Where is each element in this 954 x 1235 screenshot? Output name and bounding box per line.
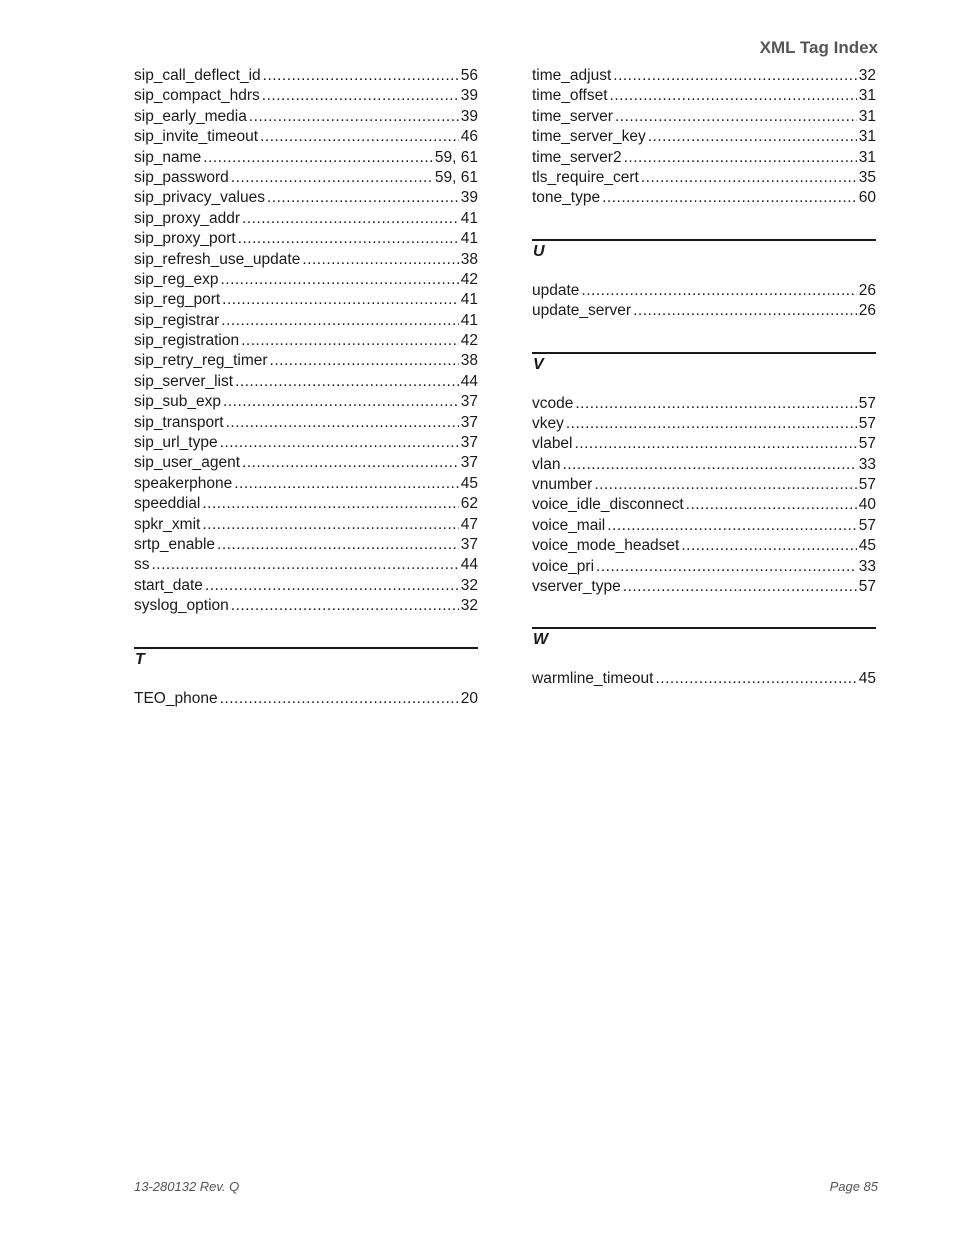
- index-column-right: [532, 66, 876, 690]
- index-entry: [532, 107, 876, 127]
- index-page-ref: 35: [858, 168, 876, 186]
- index-page-ref: 39: [460, 87, 478, 105]
- index-term: sip_password: [134, 168, 229, 186]
- index-entry: [134, 66, 478, 86]
- index-entry: [134, 515, 478, 535]
- index-term: vnumber: [532, 476, 593, 494]
- index-term: warmline_timeout: [532, 670, 654, 688]
- dot-leader: [575, 434, 857, 454]
- index-term: sip_reg_exp: [134, 270, 219, 288]
- dot-leader: [623, 577, 857, 597]
- index-section: [532, 352, 876, 598]
- index-page-ref: 41: [460, 230, 478, 248]
- index-entry: [532, 536, 876, 556]
- dot-leader: [234, 474, 459, 494]
- index-page-ref: 45: [858, 537, 876, 555]
- index-term: start_date: [134, 576, 203, 594]
- index-term: sip_server_list: [134, 372, 234, 390]
- dot-leader: [566, 414, 857, 434]
- index-term: vlan: [532, 455, 561, 473]
- index-page-ref: 57: [858, 516, 876, 534]
- index-page-ref: 39: [460, 189, 478, 207]
- index-entry: [134, 535, 478, 555]
- index-entry: [134, 413, 478, 433]
- index-entry-list: [532, 376, 876, 598]
- dot-leader: [242, 453, 459, 473]
- index-entry: [532, 168, 876, 188]
- section-letter-heading: W: [533, 631, 549, 649]
- dot-leader: [594, 475, 856, 495]
- index-section: [532, 239, 876, 322]
- index-page-ref: 37: [460, 413, 478, 431]
- footer-doc-number: 13-280132 Rev. Q: [134, 1179, 240, 1194]
- index-page-ref: 38: [460, 250, 478, 268]
- dot-leader: [220, 270, 458, 290]
- dot-leader: [610, 86, 857, 106]
- index-term: sip_privacy_values: [134, 189, 265, 207]
- index-entry: [532, 127, 876, 147]
- dot-leader: [641, 168, 857, 188]
- index-page-ref: 47: [460, 515, 478, 533]
- index-entry: [532, 188, 876, 208]
- index-term: sip_call_deflect_id: [134, 67, 261, 84]
- index-section: [134, 647, 478, 709]
- index-entry: [134, 209, 478, 229]
- index-page-ref: 57: [858, 394, 876, 412]
- index-entry: [134, 250, 478, 270]
- index-column-left: [134, 66, 478, 709]
- index-term: sip_early_media: [134, 107, 247, 125]
- dot-leader: [220, 433, 459, 453]
- dot-leader: [205, 576, 459, 596]
- dot-leader: [575, 394, 856, 414]
- dot-leader: [202, 494, 458, 514]
- index-page-ref: 44: [460, 372, 478, 390]
- index-page-ref: 31: [858, 87, 876, 105]
- dot-leader: [302, 250, 458, 270]
- index-entry: [134, 576, 478, 596]
- index-entry: [134, 86, 478, 106]
- index-term: update_server: [532, 302, 632, 320]
- index-term: sip_registrar: [134, 311, 220, 329]
- index-entry: [134, 555, 478, 575]
- index-term: syslog_option: [134, 597, 229, 615]
- index-entry: [532, 455, 876, 475]
- index-entry: [134, 689, 478, 709]
- section-letter-heading: V: [533, 355, 544, 373]
- dot-leader: [221, 311, 458, 331]
- dot-leader: [686, 495, 857, 515]
- index-page-ref: 42: [460, 332, 478, 350]
- dot-leader: [260, 127, 459, 147]
- index-page-ref: 37: [460, 434, 478, 452]
- index-term: voice_pri: [532, 557, 595, 575]
- index-entry-list: [532, 651, 876, 689]
- index-page-ref: 31: [858, 107, 876, 125]
- index-term: TEO_phone: [134, 689, 218, 707]
- index-entry-list: [134, 671, 478, 709]
- page-header-title: XML Tag Index: [759, 38, 878, 57]
- dot-leader: [235, 372, 459, 392]
- index-page-ref: 37: [460, 535, 478, 553]
- dot-leader: [231, 596, 459, 616]
- index-entry: [532, 281, 876, 301]
- dot-leader: [581, 281, 856, 301]
- index-section: [532, 627, 876, 689]
- index-page-ref: 37: [460, 393, 478, 411]
- dot-leader: [596, 557, 857, 577]
- index-page-ref: 32: [460, 576, 478, 594]
- index-entry-list: [532, 66, 876, 209]
- dot-leader: [267, 188, 459, 208]
- index-page-ref: 59, 61: [434, 148, 478, 166]
- footer-page-number: Page 85: [829, 1179, 878, 1194]
- dot-leader: [648, 127, 857, 147]
- dot-leader: [202, 515, 458, 535]
- index-term: sip_invite_timeout: [134, 128, 259, 146]
- index-term: voice_mail: [532, 516, 606, 534]
- index-term: sip_transport: [134, 413, 224, 431]
- index-page-ref: 57: [858, 435, 876, 453]
- index-entry: [532, 669, 876, 689]
- index-term: time_server: [532, 107, 613, 125]
- index-page-ref: 62: [460, 495, 478, 513]
- index-term: time_server2: [532, 148, 622, 166]
- index-entry: [532, 86, 876, 106]
- index-entry: [532, 414, 876, 434]
- dot-leader: [633, 301, 857, 321]
- index-term: tone_type: [532, 189, 601, 207]
- section-letter-heading: T: [135, 650, 145, 668]
- dot-leader: [607, 516, 857, 536]
- dot-leader: [615, 107, 857, 127]
- index-entry: [134, 453, 478, 473]
- index-section-list: [134, 647, 478, 709]
- index-term: time_server_key: [532, 128, 646, 146]
- index-entry: [134, 270, 478, 290]
- index-term: sip_reg_port: [134, 291, 221, 309]
- index-page-ref: 44: [460, 556, 478, 574]
- index-entry: [532, 148, 876, 168]
- index-entry: [134, 351, 478, 371]
- index-page-ref: 57: [858, 578, 876, 596]
- dot-leader: [263, 66, 459, 86]
- index-page-ref: 31: [858, 128, 876, 146]
- dot-leader: [226, 413, 459, 433]
- index-entry-list: [134, 66, 478, 617]
- index-entry: [134, 107, 478, 127]
- index-entry: [134, 331, 478, 351]
- index-entry: [532, 495, 876, 515]
- index-page-ref: 45: [858, 670, 876, 688]
- index-entry: [134, 433, 478, 453]
- index-term: voice_idle_disconnect: [532, 496, 684, 514]
- index-page-ref: 41: [460, 291, 478, 309]
- index-page-ref: 41: [460, 311, 478, 329]
- index-page-ref: 26: [858, 281, 876, 299]
- index-entry: [532, 475, 876, 495]
- index-page-ref: 59, 61: [434, 168, 478, 186]
- index-page-ref: 20: [460, 689, 478, 707]
- index-term: sip_registration: [134, 332, 240, 350]
- dot-leader: [242, 209, 459, 229]
- index-entry: [532, 434, 876, 454]
- index-term: sip_proxy_addr: [134, 209, 240, 227]
- index-page-ref: 39: [460, 107, 478, 125]
- index-term: sip_proxy_port: [134, 230, 236, 248]
- index-term: sip_retry_reg_timer: [134, 352, 268, 370]
- dot-leader: [562, 455, 856, 475]
- index-term: update: [532, 281, 580, 299]
- index-page-ref: 33: [858, 557, 876, 575]
- index-page-ref: 32: [858, 67, 876, 84]
- index-page-ref: 40: [858, 496, 876, 514]
- index-page-ref: 42: [460, 270, 478, 288]
- index-entry: [134, 127, 478, 147]
- index-entry: [134, 229, 478, 249]
- index-entry: [134, 290, 478, 310]
- dot-leader: [241, 331, 459, 351]
- index-entry: [532, 577, 876, 597]
- dot-leader: [613, 66, 856, 86]
- index-term: time_adjust: [532, 67, 612, 84]
- index-page-ref: 41: [460, 209, 478, 227]
- index-page-ref: 33: [858, 455, 876, 473]
- section-letter-heading: U: [533, 242, 545, 260]
- index-term: speeddial: [134, 495, 201, 513]
- index-page-ref: 31: [858, 148, 876, 166]
- dot-leader: [238, 229, 459, 249]
- index-entry: [134, 392, 478, 412]
- index-term: vcode: [532, 394, 574, 412]
- index-term: tls_require_cert: [532, 168, 639, 186]
- dot-leader: [624, 148, 857, 168]
- dot-leader: [270, 351, 459, 371]
- index-entry: [134, 474, 478, 494]
- index-entry: [532, 394, 876, 414]
- index-term: sip_name: [134, 148, 202, 166]
- index-page-ref: 60: [858, 189, 876, 207]
- index-section-list: [532, 239, 876, 690]
- dot-leader: [217, 535, 459, 555]
- index-page-ref: 38: [460, 352, 478, 370]
- index-term: ss: [134, 556, 150, 574]
- index-term: vserver_type: [532, 578, 621, 596]
- index-page-ref: 32: [460, 597, 478, 615]
- index-term: spkr_xmit: [134, 515, 201, 533]
- index-entry-list: [532, 263, 876, 322]
- index-term: time_offset: [532, 87, 608, 105]
- index-entry: [532, 66, 876, 86]
- dot-leader: [223, 392, 459, 412]
- index-term: speakerphone: [134, 474, 233, 492]
- index-page-ref: 57: [858, 476, 876, 494]
- index-entry: [134, 311, 478, 331]
- index-term: voice_mode_headset: [532, 537, 680, 555]
- index-page-ref: 26: [858, 302, 876, 320]
- dot-leader: [262, 86, 459, 106]
- dot-leader: [602, 188, 857, 208]
- index-term: sip_sub_exp: [134, 393, 222, 411]
- dot-leader: [655, 669, 856, 689]
- index-term: sip_url_type: [134, 434, 218, 452]
- index-term: vkey: [532, 414, 564, 432]
- dot-leader: [231, 168, 433, 188]
- dot-leader: [152, 555, 459, 575]
- dot-leader: [220, 689, 459, 709]
- index-page-ref: 37: [460, 454, 478, 472]
- index-page-ref: 57: [858, 414, 876, 432]
- index-term: sip_user_agent: [134, 454, 240, 472]
- index-term: sip_refresh_use_update: [134, 250, 301, 268]
- index-entry: [532, 516, 876, 536]
- index-page-ref: 45: [460, 474, 478, 492]
- dot-leader: [249, 107, 459, 127]
- index-entry: [134, 494, 478, 514]
- index-entry: [532, 557, 876, 577]
- dot-leader: [681, 536, 856, 556]
- index-entry: [134, 188, 478, 208]
- index-entry: [134, 596, 478, 616]
- index-term: srtp_enable: [134, 535, 216, 553]
- dot-leader: [222, 290, 459, 310]
- index-entry: [134, 148, 478, 168]
- index-term: vlabel: [532, 435, 573, 453]
- index-entry: [134, 372, 478, 392]
- index-entry: [134, 168, 478, 188]
- dot-leader: [203, 148, 433, 168]
- index-entry: [532, 301, 876, 321]
- index-page-ref: 46: [460, 128, 478, 146]
- index-term: sip_compact_hdrs: [134, 87, 260, 105]
- index-page-ref: 56: [460, 67, 478, 84]
